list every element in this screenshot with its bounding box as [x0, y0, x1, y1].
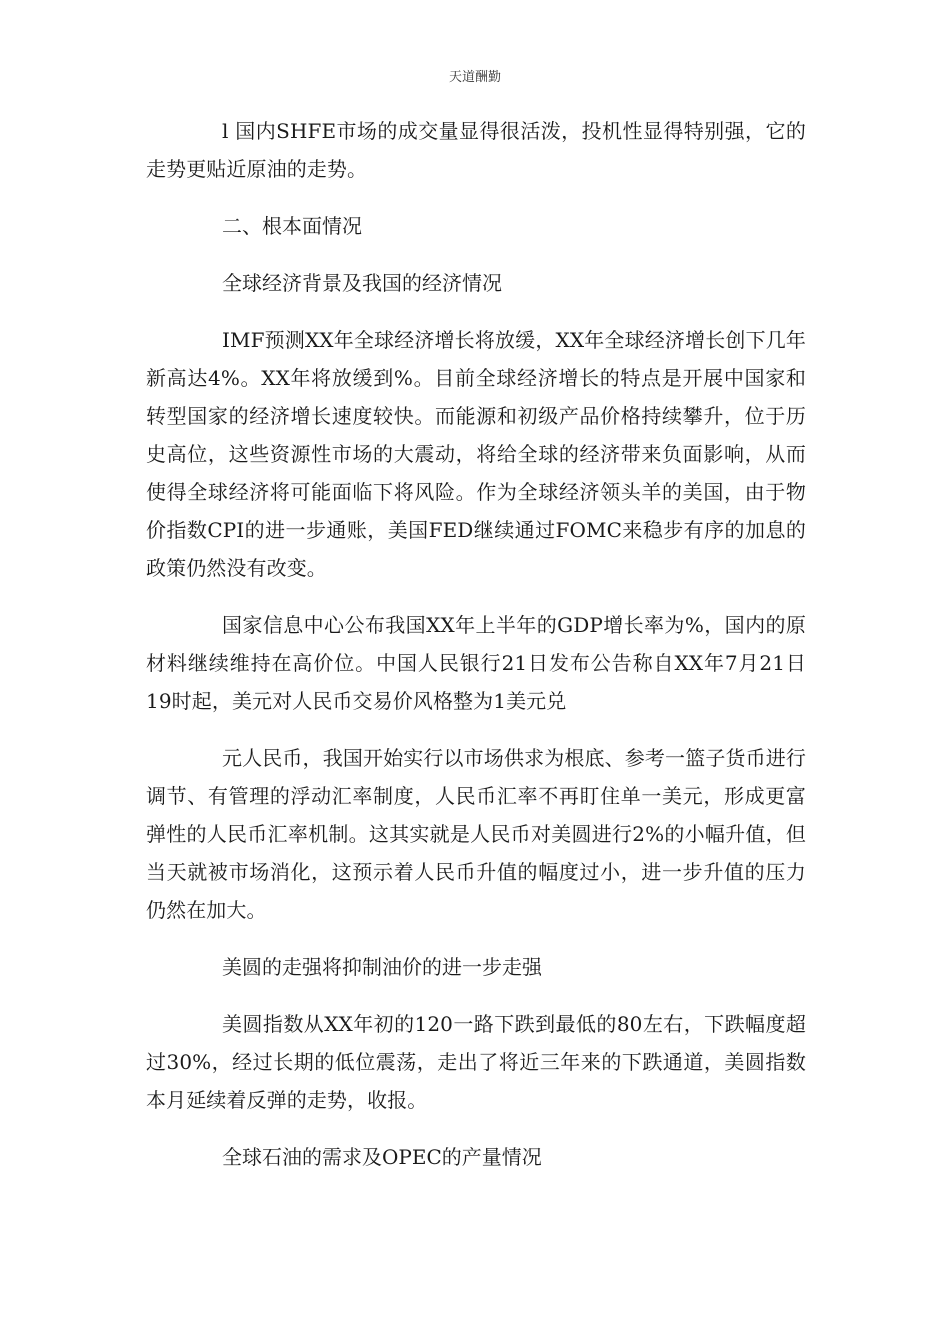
paragraph-dollar-index: 美圆指数从XX年初的120一路下跌到最低的80左右，下跌幅度超过30%，经过长期的低位震荡，走出了将近三年来的下跌通道，美圆指数本月延续着反弹的走势，收报。 [146, 1012, 806, 1112]
paragraph-imf-forecast: IMF预测XX年全球经济增长将放缓，XX年全球经济增长创下几年新高达4%。XX年将放缓到%。目前全球经济增长的特点是开展中国家和转型国家的经济增长速度较快。而能源和初级产品价格持续攀升，位于历史高位，这些资源性市场的大震动，将给全球的经济带来负面影响，从而使得全球经济将可能面临下将风险。作为全球经济领头羊的美国，由于物价指数CPI的进一步通账，美国FED继续通过FOMC来稳步有序的加息的政策仍然没有改变。 [146, 328, 806, 580]
section-heading-fundamentals: 二、根本面情况 [222, 214, 362, 238]
page-header: 天道酬勤 [448, 70, 501, 85]
subheading-oil-demand-opec: 全球石油的需求及OPEC的产量情况 [222, 1145, 542, 1169]
paragraph-shfe-volume: l 国内SHFE市场的成交量显得很活泼，投机性显得特别强，它的走势更贴近原油的走势。 [146, 119, 806, 181]
subheading-global-economy: 全球经济背景及我国的经济情况 [222, 271, 502, 295]
document-body [146, 112, 806, 1195]
paragraph-rmb-exchange: 元人民币，我国开始实行以市场供求为根底、参考一篮子货币进行调节、有管理的浮动汇率制度，人民币汇率不再盯住单一美元，形成更富弹性的人民币汇率机制。这其实就是人民币对美圆进行2%的小幅升值，但当天就被市场消化，这预示着人民币升值的幅度过小，进一步升值的压力仍然在加大。 [146, 746, 806, 922]
subheading-dollar-strength: 美圆的走强将抑制油价的进一步走强 [222, 955, 542, 979]
paragraph-gdp-growth: 国家信息中心公布我国XX年上半年的GDP增长率为%，国内的原材料继续维持在高价位。中国人民银行21日发布公告称自XX年7月21日19时起，美元对人民币交易价风格整为1美元兑 [146, 613, 806, 713]
